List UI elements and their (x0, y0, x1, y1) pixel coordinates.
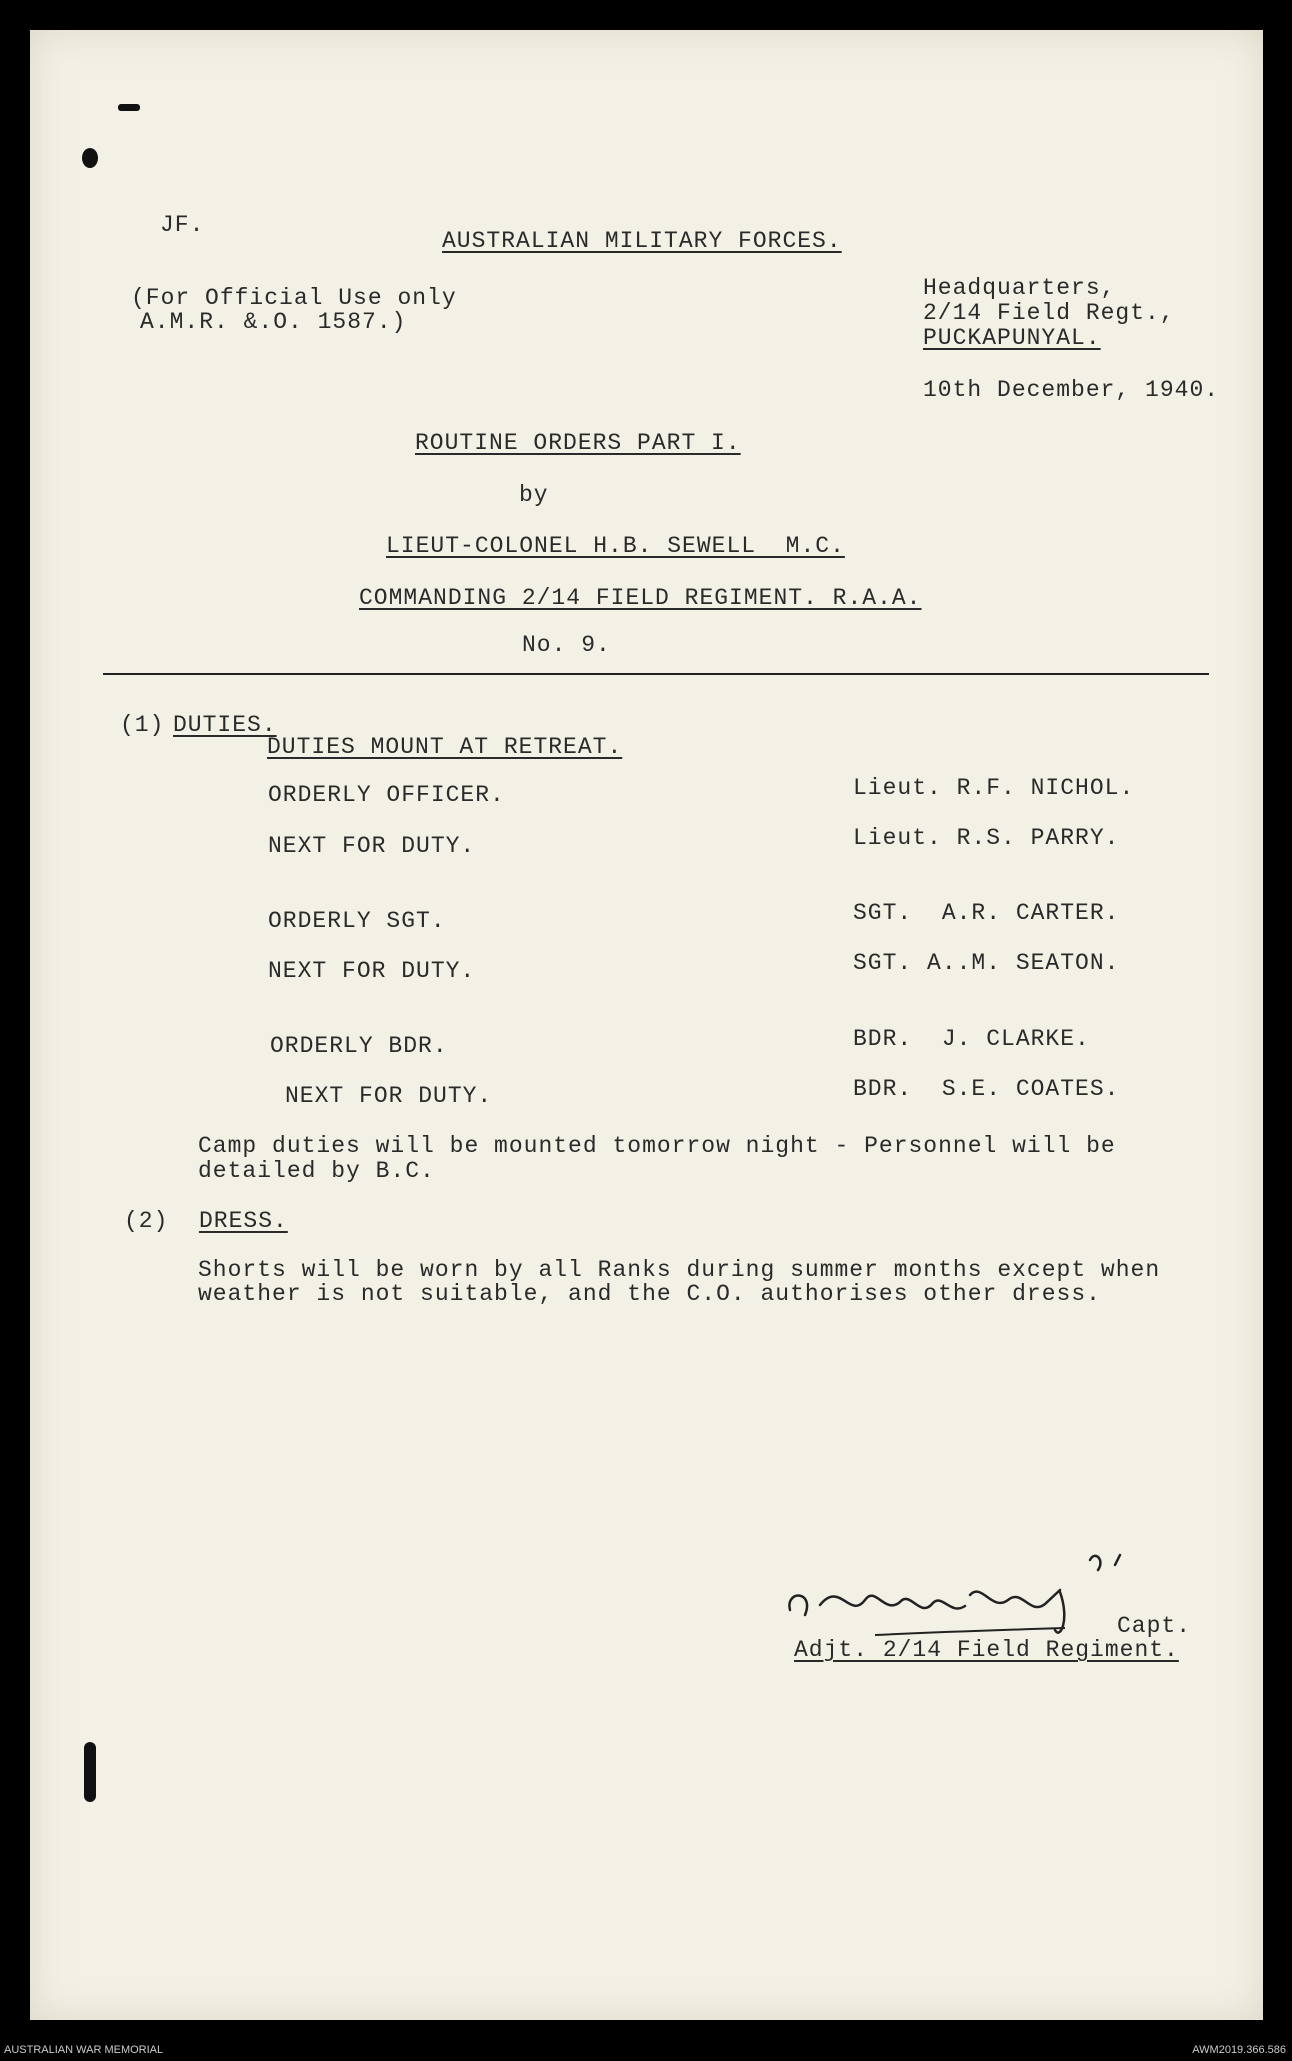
hq-line1: Headquarters, (923, 275, 1116, 301)
duty-role: ORDERLY OFFICER. (268, 782, 505, 808)
section1-subtitle: DUTIES MOUNT AT RETREAT. (267, 734, 623, 760)
duty-name: BDR. S.E. COATES. (853, 1076, 1120, 1102)
hq-line2: 2/14 Field Regt., (923, 300, 1175, 326)
punch-hole-mark (84, 1742, 96, 1802)
section1-title: DUTIES. (173, 712, 277, 738)
duty-role: NEXT FOR DUTY. (268, 833, 476, 859)
orders-by: by (519, 482, 549, 508)
orders-commanding: COMMANDING 2/14 FIELD REGIMENT. R.A.A. (359, 585, 922, 611)
document-page (30, 30, 1263, 2020)
orders-number: No. 9. (522, 632, 611, 658)
duty-role: ORDERLY BDR. (270, 1033, 448, 1059)
duty-role: NEXT FOR DUTY. (285, 1083, 493, 1109)
orders-officer: LIEUT-COLONEL H.B. SEWELL M.C. (386, 533, 845, 559)
signature-rank: Capt. (1117, 1613, 1192, 1639)
footer-left: AUSTRALIAN WAR MEMORIAL (4, 2044, 164, 2056)
document-title: AUSTRALIAN MILITARY FORCES. (442, 228, 842, 254)
section2-number: (2) (124, 1208, 169, 1234)
section1-number: (1) (120, 712, 165, 738)
document-initials: JF. (160, 212, 205, 238)
section1-note-line2: detailed by B.C. (198, 1158, 435, 1184)
section2-title: DRESS. (199, 1208, 288, 1234)
duty-name: SGT. A..M. SEATON. (853, 950, 1120, 976)
punch-hole-mark (82, 148, 98, 168)
duty-name: Lieut. R.F. NICHOL. (853, 775, 1135, 801)
hq-line3: PUCKAPUNYAL. (923, 325, 1101, 351)
section1-note-line1: Camp duties will be mounted tomorrow night - Personnel will be (198, 1133, 1116, 1159)
footer-right: AWM2019.366.586 (1192, 2044, 1286, 2056)
duty-name: SGT. A.R. CARTER. (853, 900, 1120, 926)
document-date: 10th December, 1940. (923, 377, 1220, 403)
duty-name: Lieut. R.S. PARRY. (853, 825, 1120, 851)
divider-rule (103, 673, 1209, 675)
staple-mark (118, 104, 140, 111)
official-use-line2: A.M.R. &.O. 1587.) (140, 309, 407, 335)
duty-role: ORDERLY SGT. (268, 908, 446, 934)
signature-position: Adjt. 2/14 Field Regiment. (794, 1637, 1179, 1663)
section2-line2: weather is not suitable, and the C.O. authorises other dress. (198, 1281, 1101, 1307)
orders-heading: ROUTINE ORDERS PART I. (415, 430, 741, 456)
duty-name: BDR. J. CLARKE. (853, 1026, 1090, 1052)
section2-line1: Shorts will be worn by all Ranks during summer months except when (198, 1257, 1161, 1283)
official-use-line1: (For Official Use only (131, 285, 457, 311)
duty-role: NEXT FOR DUTY. (268, 958, 476, 984)
